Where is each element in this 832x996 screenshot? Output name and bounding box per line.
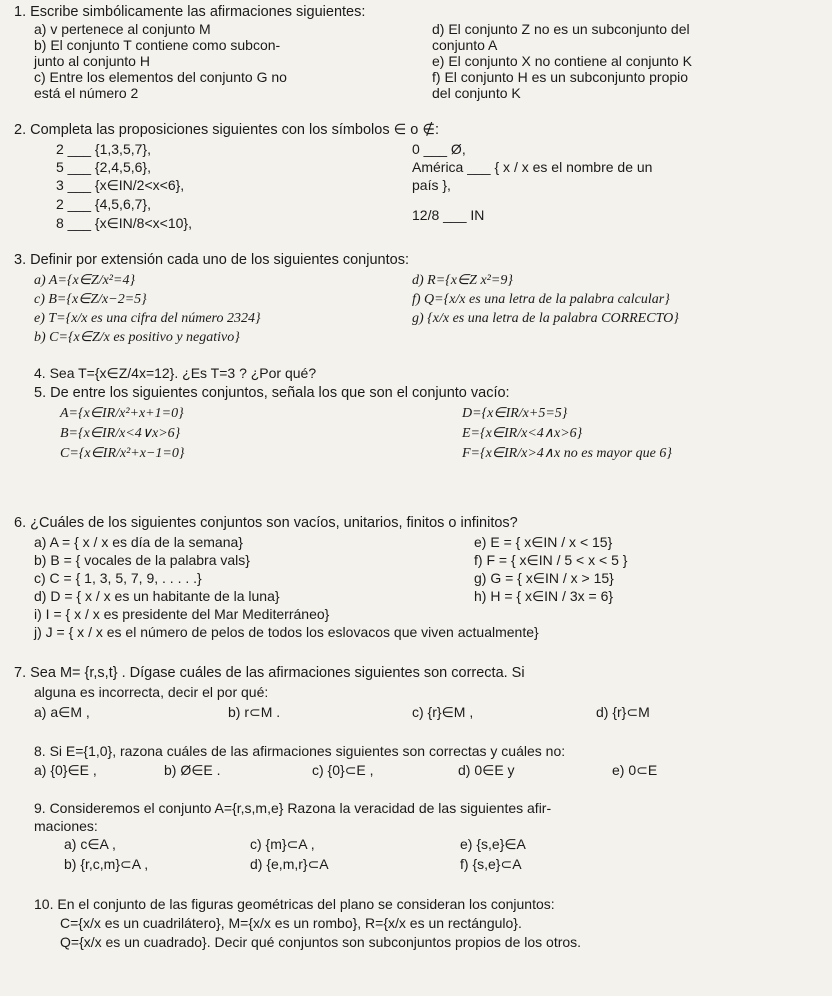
q6-h: h) H = { x∈IN / 3x = 6} <box>474 588 614 604</box>
q1-f: f) El conjunto H es un subconjunto propio <box>432 69 689 85</box>
q1-f-cont: del conjunto K <box>432 85 521 101</box>
q9-line1: 9. Consideremos el conjunto A={r,s,m,e} Razona la veracidad de las siguientes afir- <box>34 800 552 816</box>
q6-b: b) B = { vocales de la palabra vals} <box>34 552 250 568</box>
q2-left-1: 2 ___ {1,3,5,7}, <box>56 141 151 157</box>
q6-d: d) D = { x / x es un habitante de la luna} <box>34 588 280 604</box>
q7-line2: alguna es incorrecta, decir el por qué: <box>34 684 269 700</box>
q9-a: a) c∈A , <box>64 836 116 852</box>
q2-title: 2. Completa las proposiciones siguientes con los símbolos ∈ o ∉: <box>14 122 440 138</box>
q1-c: c) Entre los elementos del conjunto G no <box>34 69 287 85</box>
q7-b: b) r⊂M . <box>228 704 281 720</box>
q6-j: j) J = { x / x es el número de pelos de todos los eslovacos que viven actualmente} <box>34 624 539 640</box>
q8-e: e) 0⊂E <box>612 762 658 778</box>
q5-C: C={x∈IR/x²+x−1=0} <box>60 446 185 461</box>
q6-c: c) C = { 1, 3, 5, 7, 9, . . . . .} <box>34 570 202 586</box>
q6-g: g) G = { x∈IN / x > 15} <box>474 570 614 586</box>
q1-b: b) El conjunto T contiene como subcon- <box>34 37 281 53</box>
q7-line1: 7. Sea M= {r,s,t} . Dígase cuáles de las afirmaciones siguientes son correcta. Si <box>14 665 525 681</box>
q7-c: c) {r}∈M , <box>412 704 474 720</box>
q9-e: e) {s,e}∈A <box>460 836 526 852</box>
q2-left-5: 8 ___ {x∈IN/8<x<10}, <box>56 215 192 231</box>
q1-e: e) El conjunto X no contiene al conjunto K <box>432 53 692 69</box>
q7-a: a) a∈M , <box>34 704 90 720</box>
q1-d-cont: conjunto A <box>432 37 498 53</box>
q1-d: d) El conjunto Z no es un subconjunto del <box>432 21 690 37</box>
q6-e: e) E = { x∈IN / x < 15} <box>474 534 613 550</box>
q6-f: f) F = { x∈IN / 5 < x < 5 } <box>474 552 628 568</box>
q5-F: F={x∈IR/x>4∧x no es mayor que 6} <box>462 446 672 461</box>
q5-E: E={x∈IR/x<4∧x>6} <box>462 426 583 441</box>
q2-right-2: América ___ { x / x es el nombre de un <box>412 159 653 175</box>
q9-b: b) {r,c,m}⊂A , <box>64 856 149 872</box>
q10-line2: C={x/x es un cuadrilátero}, M={x/x es un rombo}, R={x/x es un rectángulo}. <box>60 915 522 931</box>
q5-A: A={x∈IR/x²+x+1=0} <box>60 406 184 421</box>
q1-a: a) v pertenece al conjunto M <box>34 21 211 37</box>
q3-b: b) C={x∈Z/x es positivo y negativo} <box>34 330 240 345</box>
q3-f: f) Q={x/x es una letra de la palabra calcular} <box>412 292 670 307</box>
q4-text: 4. Sea T={x∈Z/4x=12}. ¿Es T=3 ? ¿Por qué? <box>34 365 317 381</box>
q6-title: 6. ¿Cuáles de los siguientes conjuntos son vacíos, unitarios, finitos o infinitos? <box>14 515 518 531</box>
q1-title: 1. Escribe simbólicamente las afirmaciones siguientes: <box>14 4 366 20</box>
q9-c: c) {m}⊂A , <box>250 836 315 852</box>
q2-left-3: 3 ___ {x∈IN/2<x<6}, <box>56 177 185 193</box>
q3-a: a) A={x∈Z/x²=4} <box>34 273 136 288</box>
q10-line3: Q={x/x es un cuadrado}. Decir qué conjuntos son subconjuntos propios de los otros. <box>60 934 582 950</box>
q9-line2: maciones: <box>34 818 98 834</box>
q5-title: 5. De entre los siguientes conjuntos, señala los que son el conjunto vacío: <box>34 385 510 401</box>
q7-d: d) {r}⊂M <box>596 704 650 720</box>
q8-c: c) {0}⊂E , <box>312 762 374 778</box>
q1-b-cont: junto al conjunto H <box>34 53 150 69</box>
q9-f: f) {s,e}⊂A <box>460 856 522 872</box>
q3-c: c) B={x∈Z/x−2=5} <box>34 292 147 307</box>
q6-a: a) A = { x / x es día de la semana} <box>34 534 243 550</box>
q3-d: d) R={x∈Z x²=9} <box>412 273 513 288</box>
q1-c-cont: está el número 2 <box>34 85 139 101</box>
q2-left-2: 5 ___ {2,4,5,6}, <box>56 159 151 175</box>
q8-b: b) Ø∈E . <box>164 762 221 778</box>
q2-right-1: 0 ___ Ø, <box>412 141 466 157</box>
q2-right-3: país }, <box>412 177 451 193</box>
q5-B: B={x∈IR/x<4∨x>6} <box>60 426 181 441</box>
q8-a: a) {0}∈E , <box>34 762 97 778</box>
q5-D: D={x∈IR/x+5=5} <box>462 406 568 421</box>
q8-d: d) 0∈E y <box>458 762 515 778</box>
q3-title: 3. Definir por extensión cada uno de los siguientes conjuntos: <box>14 252 409 268</box>
q10-line1: 10. En el conjunto de las figuras geométricas del plano se consideran los conjuntos: <box>34 896 555 912</box>
q2-left-4: 2 ___ {4,5,6,7}, <box>56 196 151 212</box>
q3-g: g) {x/x es una letra de la palabra CORRECTO} <box>412 311 679 326</box>
q2-right-4: 12/8 ___ IN <box>412 207 485 223</box>
q3-e: e) T={x/x es una cifra del número 2324} <box>34 311 261 326</box>
q6-i: i) I = { x / x es presidente del Mar Mediterráneo} <box>34 606 330 622</box>
q9-d: d) {e,m,r}⊂A <box>250 856 329 872</box>
q8-line1: 8. Si E={1,0}, razona cuáles de las afirmaciones siguientes son correctas y cuáles no: <box>34 743 566 759</box>
